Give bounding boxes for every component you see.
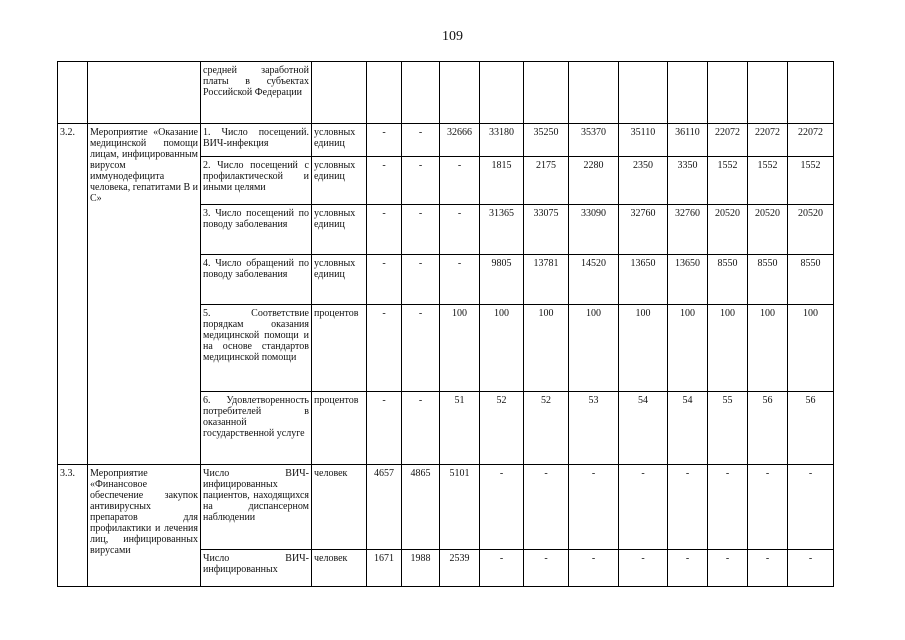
value-cell: 8550 [788,255,834,305]
value-cell: 53 [569,392,619,465]
value-cell: 1671 [367,550,402,587]
row-number: 3.2. [58,124,88,465]
value-cell: 2539 [440,550,480,587]
value-cell: 5101 [440,465,480,550]
value-cell: 8550 [748,255,788,305]
value-cell: - [748,550,788,587]
value-cell: 32666 [440,124,480,157]
value-cell: 1988 [402,550,440,587]
value-cell: - [619,465,668,550]
value-cell: 54 [619,392,668,465]
value-cell: 32760 [668,205,708,255]
value-cell: - [367,157,402,205]
value-cell: 33075 [524,205,569,255]
indicator-name: Число ВИЧ-инфицированных пациентов, находящихся на диспансерном наблюдении [201,465,312,550]
page-number: 109 [442,29,463,44]
value-cell: 3350 [668,157,708,205]
value-cell: 32760 [619,205,668,255]
value-cell: 13781 [524,255,569,305]
unit-cell [312,62,367,124]
value-cell: - [788,465,834,550]
value-cell: 33180 [480,124,524,157]
value-cell: - [402,124,440,157]
table-row [58,62,834,124]
value-cell: 56 [748,392,788,465]
value-cell: 51 [440,392,480,465]
value-cell: 9805 [480,255,524,305]
value-cell: 100 [524,305,569,392]
value-cell: 13650 [668,255,708,305]
unit-cell: процентов [312,305,367,392]
unit-cell: условных единиц [312,157,367,205]
row-number [58,62,88,124]
value-cell: - [367,124,402,157]
value-cell: - [668,550,708,587]
value-cell: - [402,392,440,465]
value-cell: - [569,550,619,587]
value-cell: - [788,550,834,587]
value-cell: 100 [748,305,788,392]
value-cell [708,62,748,124]
value-cell [440,62,480,124]
value-cell: - [708,550,748,587]
event-name: Мероприятие «Оказание медицинской помощи лицам, инфицированным вирусом иммунодефицита человека, гепатитами В и С» [88,124,201,465]
value-cell: 100 [788,305,834,392]
unit-cell: условных единиц [312,124,367,157]
value-cell: 52 [480,392,524,465]
value-cell: 100 [668,305,708,392]
indicator-name: 5. Соответствие порядкам оказания медицинской помощи и на основе стандартов медицинской помощи [201,305,312,392]
value-cell: 2350 [619,157,668,205]
value-cell: 35250 [524,124,569,157]
value-cell: 36110 [668,124,708,157]
indicator-name: 4. Число обращений по поводу заболевания [201,255,312,305]
value-cell: 4657 [367,465,402,550]
table-row [58,465,834,550]
value-cell: 13650 [619,255,668,305]
indicator-name: 6. Удовлетворенность потребителей в оказанной государственной услуге [201,392,312,465]
value-cell: 31365 [480,205,524,255]
value-cell: - [367,255,402,305]
value-cell: 22072 [788,124,834,157]
indicator-name: средней заработной платы в субъектах Российской Федерации [201,62,312,124]
value-cell: 54 [668,392,708,465]
value-cell [668,62,708,124]
value-cell: - [524,465,569,550]
value-cell [619,62,668,124]
value-cell [748,62,788,124]
value-cell: - [402,305,440,392]
unit-cell: условных единиц [312,205,367,255]
unit-cell: человек [312,465,367,550]
value-cell [524,62,569,124]
value-cell: - [480,550,524,587]
value-cell: - [668,465,708,550]
value-cell: 8550 [708,255,748,305]
unit-cell: условных единиц [312,255,367,305]
indicators-table [57,61,834,587]
value-cell: 2280 [569,157,619,205]
value-cell [402,62,440,124]
value-cell: - [480,465,524,550]
value-cell: 4865 [402,465,440,550]
value-cell [788,62,834,124]
value-cell: - [440,157,480,205]
value-cell [367,62,402,124]
value-cell: - [367,205,402,255]
value-cell: - [402,157,440,205]
value-cell: 35370 [569,124,619,157]
value-cell: 33090 [569,205,619,255]
value-cell: - [402,205,440,255]
value-cell: 35110 [619,124,668,157]
value-cell: 100 [708,305,748,392]
value-cell: 22072 [708,124,748,157]
unit-cell: человек [312,550,367,587]
value-cell: - [440,205,480,255]
value-cell: 100 [480,305,524,392]
indicator-name: 2. Число посещений с профилактической и иными целями [201,157,312,205]
value-cell: - [524,550,569,587]
value-cell: 52 [524,392,569,465]
value-cell [480,62,524,124]
value-cell: 1552 [788,157,834,205]
value-cell: - [402,255,440,305]
value-cell: 1815 [480,157,524,205]
event-name: Мероприятие «Финансовое обеспечение закупок антивирусных препаратов для профилактики и лечения лиц, инфицированных вирусами [88,465,201,587]
row-number: 3.3. [58,465,88,587]
value-cell: 1552 [748,157,788,205]
table-row [58,124,834,157]
value-cell: - [569,465,619,550]
value-cell: 20520 [708,205,748,255]
event-name [88,62,201,124]
value-cell [569,62,619,124]
value-cell: 55 [708,392,748,465]
indicator-name: 3. Число посещений по поводу заболевания [201,205,312,255]
value-cell: - [619,550,668,587]
value-cell: 100 [619,305,668,392]
value-cell: 20520 [788,205,834,255]
value-cell: 22072 [748,124,788,157]
value-cell: 100 [440,305,480,392]
value-cell: 100 [569,305,619,392]
value-cell: 1552 [708,157,748,205]
value-cell: - [367,392,402,465]
value-cell: - [708,465,748,550]
value-cell: 56 [788,392,834,465]
value-cell: 2175 [524,157,569,205]
value-cell: 20520 [748,205,788,255]
value-cell: - [367,305,402,392]
value-cell: - [748,465,788,550]
unit-cell: процентов [312,392,367,465]
indicator-name: Число ВИЧ-инфицированных [201,550,312,587]
indicator-name: 1. Число посещений. ВИЧ-инфекция [201,124,312,157]
value-cell: - [440,255,480,305]
value-cell: 14520 [569,255,619,305]
